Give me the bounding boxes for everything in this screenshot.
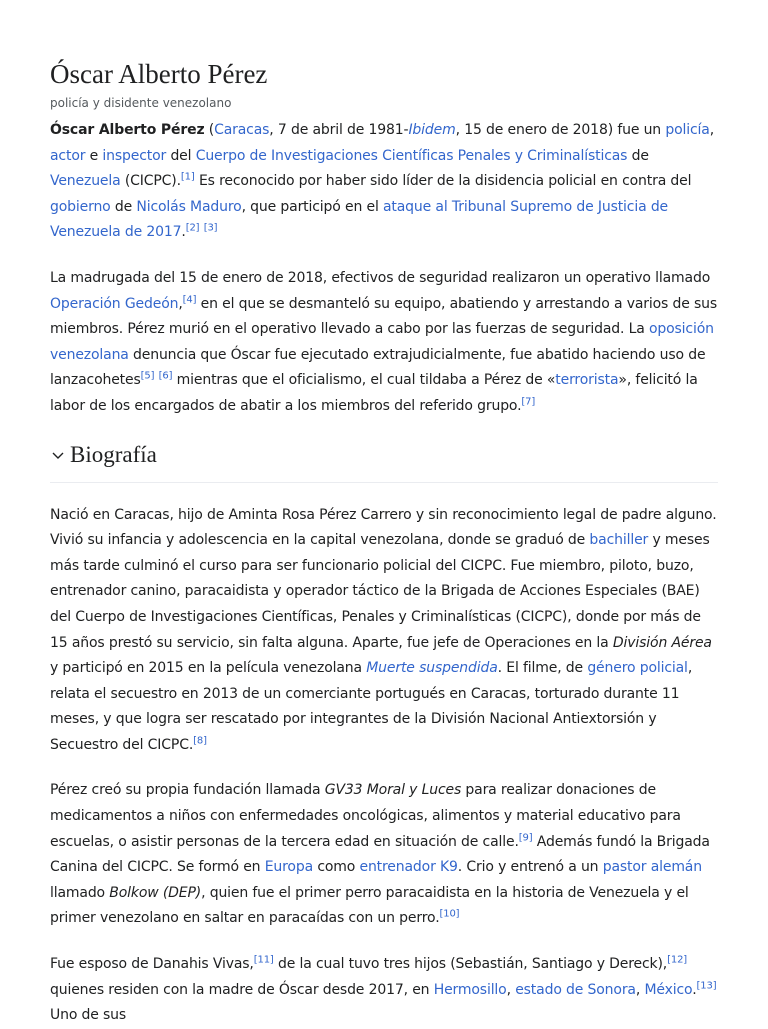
link-genero-policial[interactable]: género policial xyxy=(587,660,688,677)
page-title: Óscar Alberto Pérez xyxy=(50,59,268,89)
reference-4[interactable]: [4] xyxy=(182,293,197,305)
link-gobierno[interactable]: gobierno xyxy=(50,198,111,215)
link-bachiller[interactable]: bachiller xyxy=(589,532,649,549)
paragraph-operation: La madrugada del 15 de enero de 2018, efectivos de seguridad realizaron un operativo llamado Operación Gedeón,[4] en el que se desmanteló su equipo, abatiendo y arrestando a varios de sus miembros. Pérez murió en el operativo llevado a cabo por las fuerzas de seguridad. La oposición venezolana denuncia que Óscar fue ejecutado extrajudicialmente, fue abatido haciendo uso de lanzacohetes[5] [6] mientras que el oficialismo, el cual tildaba a Pérez de «terrorista», felicitó la labor de los encargados de abatir a los miembros del referido grupo.[7] xyxy=(50,269,718,414)
reference-5[interactable]: [5] xyxy=(140,370,155,382)
reference-10[interactable]: [10] xyxy=(439,908,460,920)
dog-name: Bolkow (DEP) xyxy=(109,884,202,901)
reference-3[interactable]: [3] xyxy=(203,222,218,234)
reference-11[interactable]: [11] xyxy=(253,954,274,966)
link-ibidem[interactable]: Ibidem xyxy=(408,122,456,138)
section-title: Biografía xyxy=(70,441,157,467)
section-header-biografia[interactable] xyxy=(50,440,718,483)
link-ataque-tsj[interactable]: ataque al Tribunal Supremo de Justicia de Venezuela de 2017 xyxy=(50,198,669,241)
division-aerea: División Aérea xyxy=(612,634,712,651)
link-mexico[interactable]: México xyxy=(644,981,693,998)
reference-9[interactable]: [9] xyxy=(518,832,533,843)
link-europa[interactable]: Europa xyxy=(264,859,314,876)
link-oposicion-venezolana[interactable]: oposición venezolana xyxy=(50,321,714,363)
link-operacion-gedeon[interactable]: Operación Gedeón xyxy=(50,295,179,312)
link-cicpc[interactable]: Cuerpo de Investigaciones Científicas Penales y Criminalísticas xyxy=(195,147,628,164)
link-terrorista[interactable]: terrorista xyxy=(555,372,619,389)
subject-name: Óscar Alberto Pérez xyxy=(50,122,205,138)
intro-paragraph: Óscar Alberto Pérez (Caracas, 7 de abril de 1981-Ibidem, 15 de enero de 2018) fue un policía, actor e inspector del Cuerpo de Investigaciones Científicas Penales y Criminalísticas de Venezuela (CICPC).[1] Es reconocido por haber sido líder de la disidencia policial en contra del gobierno de Nicolás Maduro, que participó en el ataque al Tribunal Supremo de Justicia de Venezuela de 2017.[2] [3] xyxy=(50,122,714,241)
link-hermosillo[interactable]: Hermosillo xyxy=(433,981,507,998)
link-entrenador-k9[interactable]: entrenador K9 xyxy=(359,859,458,876)
reference-12[interactable]: [12] xyxy=(667,954,688,966)
chevron-down-icon[interactable] xyxy=(50,447,66,463)
reference-7[interactable]: [7] xyxy=(521,396,536,408)
link-nicolas-maduro[interactable]: Nicolás Maduro xyxy=(136,198,242,215)
link-inspector[interactable]: inspector xyxy=(102,147,167,164)
link-estado-de-sonora[interactable]: estado de Sonora xyxy=(515,981,636,998)
link-pastor-aleman[interactable]: pastor alemán xyxy=(602,859,702,876)
paragraph-biography-2: Pérez creó su propia fundación llamada GV33 Moral y Luces para realizar donaciones de medicamentos a niños con enfermedades oncológicas, alimentos y material educativo para escuelas, o asistir personas de la tercera edad en situación de calle.[9] Además fundó la Brigada Canina del CICPC. Se formó en Europa como entrenador K9. Crio y entrenó a un pastor alemán llamado Bolkow (DEP), quien fue el primer perro paracaidista en la historia de Venezuela y el primer venezolano en saltar en paracaídas con un perro.[10] xyxy=(50,782,710,927)
link-venezuela[interactable]: Venezuela xyxy=(50,173,121,190)
page-subtitle: policía y disidente venezolano xyxy=(50,96,232,110)
fundacion-name: GV33 Moral y Luces xyxy=(324,782,462,799)
paragraph-biography-1: Nació en Caracas, hijo de Aminta Rosa Pérez Carrero y sin reconocimiento legal de padre alguno. Vivió su infancia y adolescencia en la capital venezolana, donde se graduó de bachiller y meses más tarde culminó el curso para ser funcionario policial del CICPC. Fue miembro, piloto, buzo, entrenador canino, paracaidista y operador táctico de la Brigada de Acciones Especiales (BAE) del Cuerpo de Investigaciones Científicas, Penales y Criminalísticas (CICPC), donde por más de 15 años prestó su servicio, sin falta alguna. Aparte, fue jefe de Operaciones en la División Aérea y participó en 2015 en la película venezolana Muerte suspendida. El filme, de género policial, relata el secuestro en 2013 de un comerciante portugués en Caracas, torturado durante 11 meses, y que logra ser rescatado por integrantes de la División Nacional Antiextorsión y Secuestro del CICPC.[8] xyxy=(50,506,717,753)
link-actor[interactable]: actor xyxy=(50,147,86,164)
reference-2[interactable]: [2] xyxy=(185,222,200,234)
reference-8[interactable]: [8] xyxy=(193,735,207,747)
reference-13[interactable]: [13] xyxy=(696,979,717,991)
link-caracas[interactable]: Caracas xyxy=(214,122,270,138)
paragraph-biography-3: Fue esposo de Danahis Vivas,[11] de la cual tuvo tres hijos (Sebastián, Santiago y Dereck),[12] quienes residen con la madre de Óscar desde 2017, en Hermosillo, estado de Sonora, México.[13] Uno de sus xyxy=(50,954,717,1024)
reference-1[interactable]: [1] xyxy=(180,171,195,183)
reference-6[interactable]: [6] xyxy=(158,370,173,382)
link-policia[interactable]: policía xyxy=(665,122,710,138)
link-muerte-suspendida[interactable]: Muerte suspendida xyxy=(366,660,498,677)
